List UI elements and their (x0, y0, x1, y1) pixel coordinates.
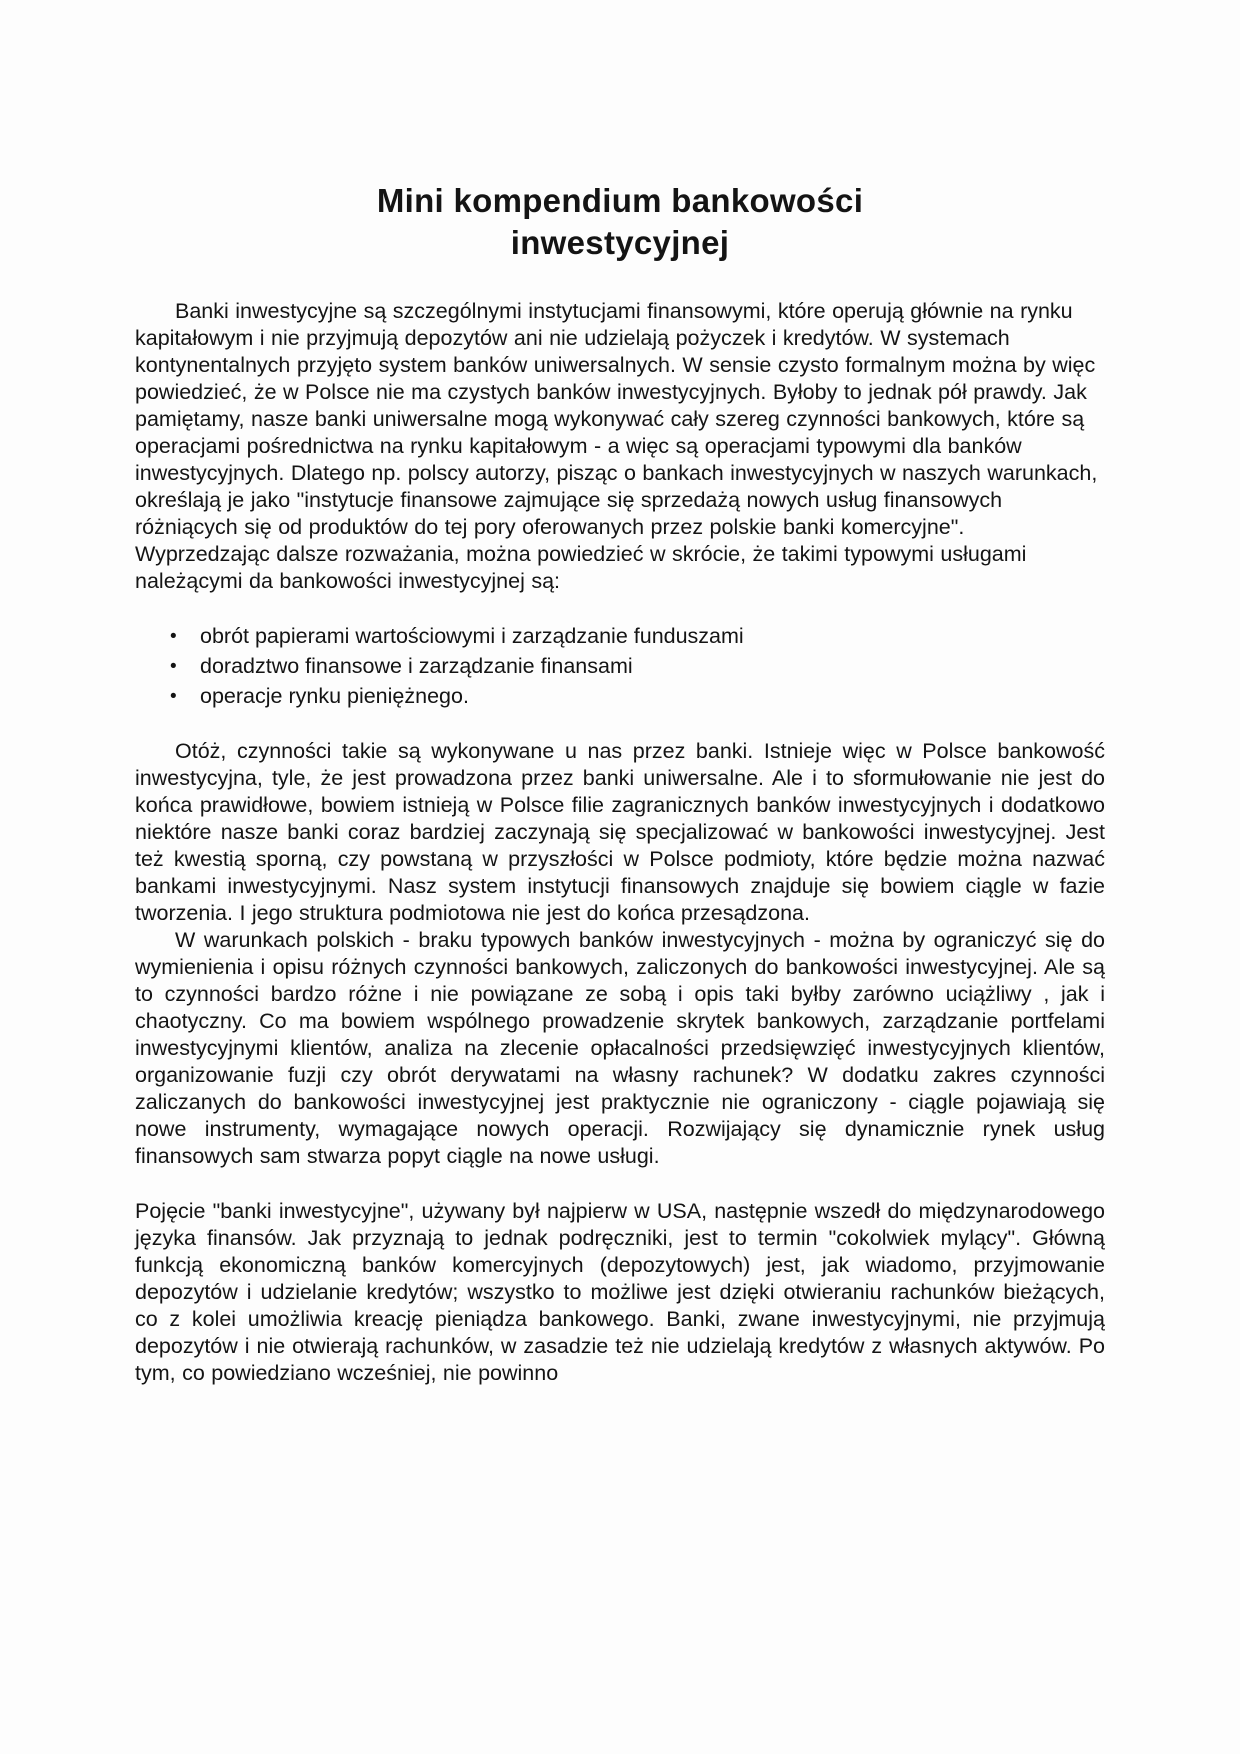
bullet-list (135, 623, 1105, 710)
paragraph-otoz: Otóż, czynności takie są wykonywane u nas przez banki. Istnieje więc w Polsce bankowość inwestycyjna, tyle, że jest prowadzona przez banki uniwersalne. Ale i to sformułowanie nie jest do końca prawidłowe, bowiem istnieją w Polsce filie zagranicznych banków inwestycyjnych i dodatkowo niektóre nasze banki coraz bardziej zaczynają się specjalizować w bankowości inwestycyjnej. Jest też kwestią sporną, czy powstaną w przyszłości w Polsce podmioty, które będzie można nazwać bankami inwestycyjnymi. Nasz system instytucji finansowych znajduje się bowiem ciągle w fazie tworzenia. I jego struktura podmiotowa nie jest do końca przesądzona. (135, 739, 1105, 925)
list-item-text: operacje rynku pieniężnego. (200, 684, 469, 708)
page-title: Mini kompendium bankowości inwestycyjnej (376, 182, 864, 261)
list-item (170, 623, 1105, 650)
paragraph-pojecie: Pojęcie "banki inwestycyjne", używany był najpierw w USA, następnie wszedł do międzynarodowego języka finansów. Jak przyznają to jednak podręczniki, jest to termin "cokolwiek mylący". Główną funkcją ekonomiczną banków komercyjnych (depozytowych) jest, jak wiadomo, przyjmowanie depozytów i udzielanie kredytów; wszystko to możliwe jest dzięki otwieraniu rachunków bieżących, co z kolei umożliwia kreację pieniądza bankowego. Banki, zwane inwestycyjnymi, nie przyjmują depozytów i nie otwierają rachunków, w zasadzie też nie udzielają kredytów z własnych aktywów. Po tym, co powiedziano wcześniej, nie powinno (135, 1199, 1105, 1385)
paragraph-warunki-polskie: W warunkach polskich - braku typowych banków inwestycyjnych - można by ograniczyć się do wymienienia i opisu różnych czynności bankowych, zaliczonych do bankowości inwestycyjnej. Ale są to czynności bardzo różne i nie powiązane ze sobą i opis taki byłby zarówno uciążliwy , jak i chaotyczny. Co ma bowiem wspólnego prowadzenie skrytek bankowych, zarządzanie portfelami inwestycyjnymi klientów, analiza na zlecenie opłacalności przedsięwzięć inwestycyjnych klientów, organizowanie fuzji czy obrót derywatami na własny rachunek? W dodatku zakres czynności zaliczanych do bankowości inwestycyjnej jest praktycznie nie ograniczony - ciągle pojawiają się nowe instrumenty, wymagające nowych operacji. Rozwijający się dynamicznie rynek usług finansowych sam stwarza popyt ciągle na nowe usługi. (135, 928, 1105, 1168)
list-item-text: doradztwo finansowe i zarządzanie finansami (200, 654, 633, 678)
list-item (170, 683, 1105, 710)
paragraph-intro: Banki inwestycyjne są szczególnymi instytucjami finansowymi, które operują głównie na rynku kapitałowym i nie przyjmują depozytów ani nie udzielają pożyczek i kredytów. W systemach kontynentalnych przyjęto system banków uniwersalnych. W sensie czysto formalnym można by więc powiedzieć, że w Polsce nie ma czystych banków inwestycyjnych. Byłoby to jednak pół prawdy. Jak pamiętamy, nasze banki uniwersalne mogą wykonywać cały szereg czynności bankowych, które są operacjami pośrednictwa na rynku kapitałowym - a więc są operacjami typowymi dla banków inwestycyjnych. Dlatego np. polscy autorzy, pisząc o bankach inwestycyjnych w naszych warunkach, określają je jako "instytucje finansowe zajmujące się sprzedażą nowych usług finansowych różniących się od produktów do tej pory oferowanych przez polskie banki komercyjne". Wyprzedzając dalsze rozważania, można powiedzieć w skrócie, że takimi typowymi usługami należącymi da bankowości inwestycyjnej są: (135, 299, 1098, 593)
bullet-icon: • (170, 626, 177, 647)
list-item-text: obrót papierami wartościowymi i zarządzanie funduszami (200, 624, 744, 648)
bullet-icon: • (170, 686, 177, 707)
bullet-icon: • (170, 656, 177, 677)
list-item (170, 653, 1105, 680)
